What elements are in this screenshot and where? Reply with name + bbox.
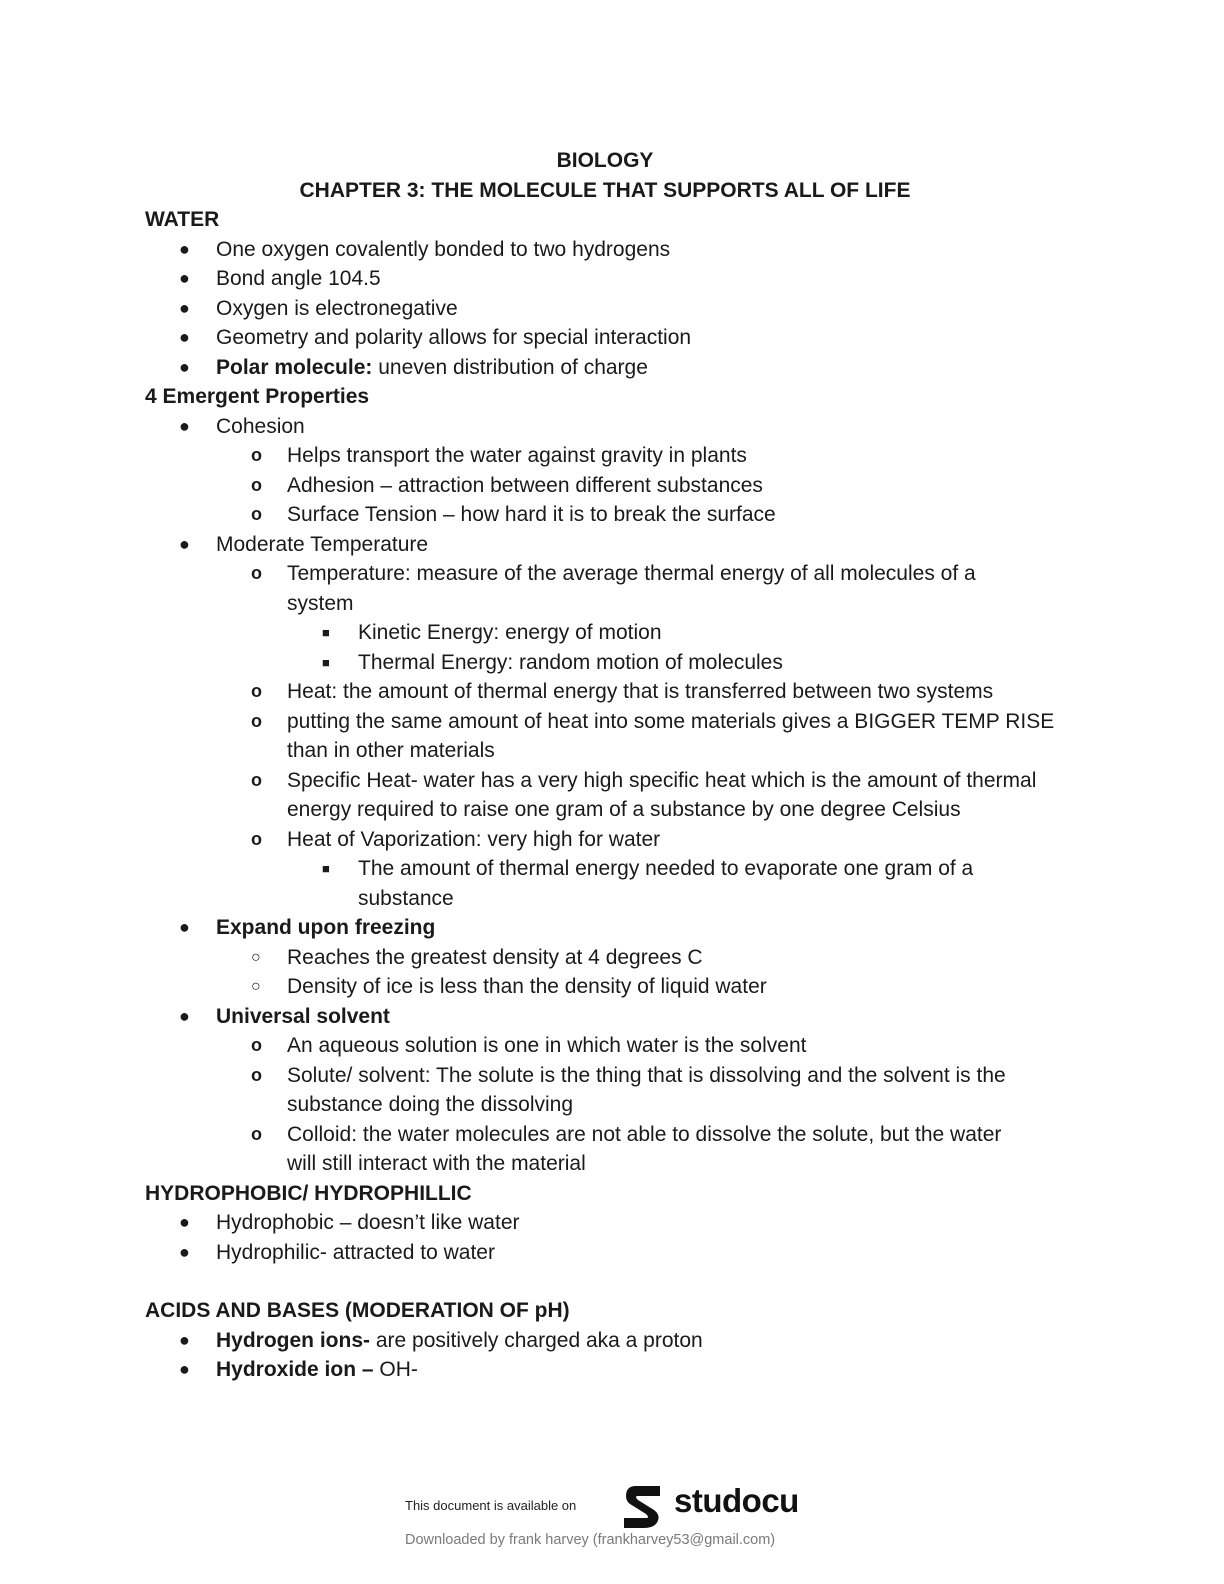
- term: Hydrogen ions-: [216, 1328, 371, 1352]
- list-item: ● Polar molecule: uneven distribution of charge: [145, 353, 1085, 383]
- term: Hydroxide ion –: [216, 1358, 374, 1381]
- download-notice: Downloaded by frank harvey (frankharvey53@gmail.com): [405, 1532, 776, 1548]
- list-item: ● Universal solvent: [145, 1002, 1085, 1032]
- list-item: ● Moderate Temperature: [145, 530, 1085, 560]
- bullet-icon: ●: [179, 415, 190, 436]
- circle-bullet-icon: o: [251, 828, 262, 849]
- availability-text: This document is available on: [405, 1498, 577, 1513]
- sub-sub-item: ■ Thermal Energy: random motion of molecules: [145, 648, 1085, 678]
- circle-bullet-icon: o: [251, 681, 262, 701]
- circle-bullet-icon: o: [251, 504, 262, 524]
- list-item: ● Geometry and polarity allows for special interaction: [145, 323, 1085, 353]
- sub-item-continuation: energy required to raise one gram of a substance by one degree Celsius: [287, 798, 961, 821]
- list-item: ● One oxygen covalently bonded to two hydrogens: [145, 235, 1085, 265]
- doc-title: BIOLOGY: [556, 149, 654, 172]
- circle-bullet-icon: o: [251, 474, 262, 495]
- sub-item: o Specific Heat- water has a very high specific heat which is the amount of thermal: [145, 766, 1085, 796]
- sub-item-continuation: substance doing the dissolving: [287, 1093, 574, 1116]
- sub-sub-item-continuation: substance: [358, 886, 454, 910]
- sub-item-continuation: will still interact with the material: [287, 1152, 586, 1175]
- hollow-circle-bullet-icon: ○: [251, 978, 261, 995]
- bullet-icon: ●: [179, 533, 190, 554]
- sub-item: o Heat: the amount of thermal energy that is transferred between two systems: [145, 677, 1085, 707]
- bullet-icon: ●: [179, 1359, 190, 1379]
- circle-bullet-icon: o: [251, 1123, 262, 1144]
- sub-sub-item: ■ Kinetic Energy: energy of motion: [145, 618, 1085, 648]
- studocu-logo[interactable]: [620, 1480, 820, 1530]
- sub-item: o An aqueous solution is one in which water is the solvent: [145, 1031, 1085, 1061]
- circle-bullet-icon: o: [251, 1064, 262, 1085]
- list-item: ● Hydrophobic – doesn’t like water: [145, 1208, 1085, 1238]
- circle-bullet-icon: o: [251, 710, 262, 731]
- bullet-icon: ●: [179, 268, 190, 288]
- list-item: ● Hydroxide ion – OH-: [145, 1355, 1085, 1385]
- square-bullet-icon: ■: [322, 861, 330, 876]
- circle-bullet-icon: o: [251, 1035, 262, 1055]
- circle-bullet-icon: o: [251, 445, 262, 465]
- sub-item-continuation: than in other materials: [287, 739, 495, 762]
- hollow-circle-bullet-icon: ○: [251, 948, 261, 966]
- circle-bullet-icon: o: [251, 563, 262, 583]
- studocu-logo-icon: [620, 1482, 666, 1530]
- sub-item: o Adhesion – attraction between different substances: [145, 471, 1085, 501]
- list-item: ● Expand upon freezing: [145, 913, 1085, 943]
- section-heading-acids: ACIDS AND BASES (MODERATION OF pH): [145, 1299, 570, 1322]
- list-item: ● Bond angle 104.5: [145, 264, 1085, 294]
- sub-item-continuation: system: [287, 591, 354, 615]
- list-item: ● Hydrogen ions- are positively charged aka a proton: [145, 1326, 1085, 1356]
- sub-item: o Colloid: the water molecules are not able to dissolve the solute, but the water: [145, 1120, 1085, 1150]
- term: Polar molecule:: [216, 355, 373, 379]
- list-item: ● Cohesion: [145, 412, 1085, 442]
- bullet-icon: ●: [179, 327, 190, 347]
- square-bullet-icon: ■: [322, 625, 330, 640]
- bullet-icon: ●: [179, 1241, 190, 1262]
- document-body: [145, 146, 1085, 1385]
- section-heading-hydro: HYDROPHOBIC/ HYDROPHILLIC: [145, 1181, 472, 1205]
- bullet-icon: ●: [179, 297, 190, 318]
- bullet-icon: ●: [179, 1005, 190, 1026]
- sub-item: o Surface Tension – how hard it is to break the surface: [145, 500, 1085, 530]
- sub-item: ○ Density of ice is less than the density of liquid water: [145, 972, 1085, 1002]
- list-item: ● Oxygen is electronegative: [145, 294, 1085, 324]
- sub-item: o Solute/ solvent: The solute is the thing that is dissolving and the solvent is the: [145, 1061, 1085, 1091]
- sub-item: o Heat of Vaporization: very high for water: [145, 825, 1085, 855]
- bullet-icon: ●: [179, 356, 190, 377]
- bullet-icon: ●: [179, 1212, 190, 1232]
- sub-item: o putting the same amount of heat into some materials gives a BIGGER TEMP RISE: [145, 707, 1085, 737]
- circle-bullet-icon: o: [251, 769, 262, 790]
- sub-item: o Temperature: measure of the average thermal energy of all molecules of a: [145, 559, 1085, 589]
- list-item: ● Hydrophilic- attracted to water: [145, 1238, 1085, 1268]
- section-heading-properties: 4 Emergent Properties: [145, 385, 370, 408]
- sub-item: ○ Reaches the greatest density at 4 degrees C: [145, 943, 1085, 973]
- bullet-icon: ●: [179, 1329, 190, 1350]
- square-bullet-icon: ■: [322, 654, 330, 670]
- spacer: [145, 1267, 1085, 1296]
- bullet-icon: ●: [179, 917, 190, 937]
- sub-item: o Helps transport the water against gravity in plants: [145, 441, 1085, 471]
- chapter-title: CHAPTER 3: THE MOLECULE THAT SUPPORTS ALL OF LIFE: [299, 178, 911, 202]
- section-heading-water: WATER: [145, 208, 220, 231]
- studocu-wordmark: studocu: [674, 1482, 799, 1519]
- bullet-icon: ●: [179, 238, 190, 259]
- sub-sub-item: ■ The amount of thermal energy needed to evaporate one gram of a: [145, 854, 1085, 884]
